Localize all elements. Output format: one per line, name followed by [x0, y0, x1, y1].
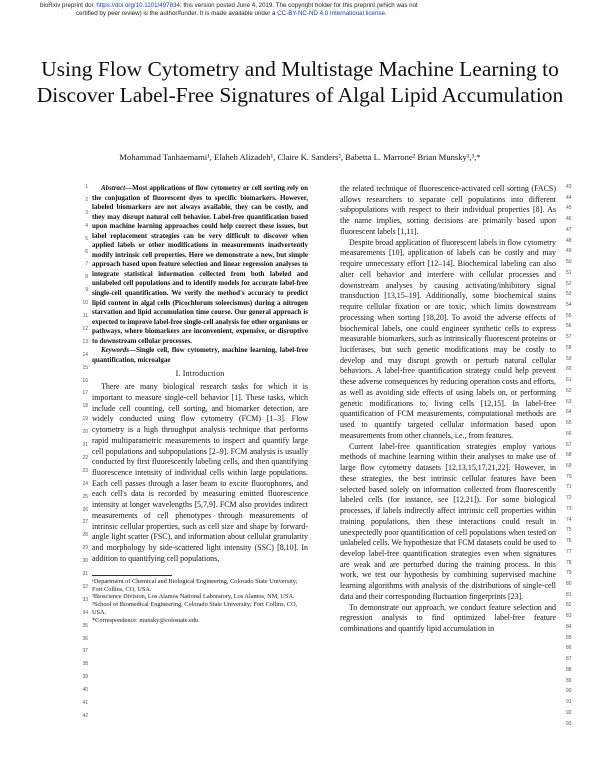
line-number: 79: [566, 570, 572, 577]
line-number: 33: [82, 596, 88, 603]
line-number: 56: [566, 323, 572, 330]
line-number: 55: [566, 312, 572, 319]
line-number: 66: [566, 430, 572, 437]
line-number: 11: [82, 313, 88, 319]
abstract: [92, 184, 308, 346]
line-number: 6: [85, 248, 88, 255]
footnotes: [92, 578, 308, 625]
preprint-header-line-2: certified by peer review) is the author/funder. It is made available under a CC-BY-NC-ND 4.0 International license.: [76, 10, 387, 17]
line-number: 81: [566, 591, 572, 598]
line-number: 70: [566, 473, 572, 480]
line-number: 16: [82, 377, 88, 384]
line-number: 78: [566, 559, 572, 566]
line-number: 83: [566, 613, 572, 620]
line-number: 82: [566, 602, 572, 609]
line-number: 67: [566, 441, 572, 448]
line-number: 61: [566, 377, 572, 384]
line-number: 45: [566, 205, 572, 212]
footnote-rule: [92, 575, 172, 576]
keywords-text: —Single cell, flow cytometry, machine learning, label-free quantification, microalgae: [92, 346, 308, 364]
doi-link[interactable]: https://doi.org/10.1101/497834: [96, 2, 180, 9]
preprint-header: [40, 2, 560, 18]
line-number: 2: [85, 196, 88, 203]
line-number: 18: [82, 403, 88, 410]
line-number: 64: [566, 409, 572, 416]
line-number: 26: [82, 506, 88, 513]
line-number: 77: [566, 548, 572, 555]
right-column: [340, 184, 556, 635]
line-number: 76: [566, 538, 572, 545]
line-number: 23: [82, 467, 88, 474]
line-number: 4: [85, 222, 88, 229]
license-link[interactable]: CC-BY-NC-ND 4.0 International license: [277, 10, 385, 17]
line-number: 40: [82, 687, 88, 694]
line-number: 19: [82, 416, 88, 423]
body-paragraph: Despite broad application of fluorescent labels in flow cytometry measurements [10], application of labels can be costly and may require unnecessary effort [12–14]. Biochemical labeling can also alter cell behavior and interfere with cellular processes and downstream analyses by causing activating/inhibitory signal transduction [13,15–19]. Additionally, some biochemical stains require cellular fixation or are toxic, which limits downstream processing when sorting [18,20]. To avoid the adverse effects of biochemical labels, one could engineer synthetic cells to express measurable biomarkers, such as intrinsically fluorescent proteins or luciferases, but such genetic modifications may be costly to develop and may disrupt growth or perturb natural cellular behaviors. A label-free quantification strategy could help prevent these adverse consequences by reducing operation costs and efforts, as well as avoiding side effects of using labels on, or performing genetic modifications to, living cells [12,15]. In label-free quantification of FCM measurements, computational methods are used to quantify targeted cellular information based upon measurements from other channels, i.e., from features.: [340, 237, 556, 440]
body-paragraph: To demonstrate our approach, we conduct feature selection and regression analysis to find optimized label-free feature combinations and quantify lipid accumulation in: [340, 602, 556, 634]
line-number: 27: [82, 519, 88, 526]
line-number: 91: [566, 699, 572, 706]
line-number: 88: [566, 666, 572, 673]
line-number: 37: [82, 648, 88, 655]
line-number: 48: [566, 237, 572, 244]
line-number: 42: [82, 712, 88, 719]
line-number: 68: [566, 452, 572, 459]
paper-title: Using Flow Cytometry and Multistage Machine Learning to Discover Label-Free Signatures of Algal Lipid Accumulation: [36, 57, 564, 107]
line-number: 9: [85, 287, 88, 294]
line-number: 59: [566, 355, 572, 362]
line-number: 38: [82, 661, 88, 668]
line-number: 52: [566, 280, 572, 287]
line-number: 51: [566, 269, 572, 276]
line-number: 22: [82, 454, 88, 461]
line-number: 15: [82, 364, 88, 371]
line-number: 21: [82, 442, 88, 448]
line-number: 47: [566, 226, 572, 233]
footnote: ¹Department of Chemical and Biological Engineering, Colorado State University; Fort Collins, CO, USA.: [92, 577, 298, 593]
line-number: 49: [566, 248, 572, 255]
left-column: [92, 184, 308, 625]
line-number: 54: [566, 302, 572, 309]
line-number: 35: [82, 622, 88, 629]
line-number: 36: [82, 635, 88, 642]
line-number: 30: [82, 558, 88, 565]
line-number: 29: [82, 545, 88, 552]
abstract-label: Abstract: [101, 184, 126, 192]
preprint-header-line-1: bioRxiv preprint doi: https://doi.org/10.1101/497834. this version posted June 4, 2019. The copyright holder for this preprint (which was not: [40, 2, 418, 9]
footnote: ³School of Biomedical Engineering, Colorado State University; Fort Collins, CO, USA.: [92, 601, 298, 617]
line-number: 58: [566, 344, 572, 351]
line-number: 73: [566, 505, 572, 512]
line-number: 24: [82, 480, 88, 487]
line-number: 75: [566, 527, 572, 534]
line-number: 28: [82, 532, 88, 539]
line-number: 62: [566, 387, 572, 394]
line-number: 41: [82, 700, 88, 706]
keywords: [92, 346, 308, 365]
line-number: 80: [566, 581, 572, 587]
line-number: 63: [566, 398, 572, 405]
line-number: 20: [82, 429, 88, 436]
line-number: 87: [566, 656, 572, 663]
line-number: 72: [566, 495, 572, 502]
line-number: 12: [82, 325, 88, 332]
intro-paragraph: There are many biological research tasks for which it is important to measure single-cell behavior [1]. These tasks, which include cell counting, cell sorting, and biomarker detection, are widely conducted using flow cytometry (FCM) [1–3]. Flow cytometry is a high throughput analysis technique that performs rapid multiparametric measurements to inspect and quantify large cell populations and subpopulations [2–9]. FCM analysis is usually conducted by first fluorescently labeling cells, and then quantifying fluorescence intensity of individual cells within large populations. Each cell passes through a laser beam to excite fluorophores, and each cell's data is recorded by measuring emitted fluorescence intensity at longer wavelengths [5,7,9]. FCM also provides indirect measurements of cell phenotypes through measurements of intrinsic cellular properties, such as cell size and shape by forward-angle light scatter (FSC), and information about cellular granularity and morphology by side-scattered light intensity (SSC) [8,10]. In addition to quantifying cell populations,: [92, 382, 308, 563]
line-number: 44: [566, 194, 572, 201]
line-number: 14: [82, 351, 88, 358]
line-number: 69: [566, 462, 572, 469]
line-number: 57: [566, 334, 572, 341]
line-number: 71: [566, 484, 572, 491]
line-number: 8: [85, 274, 88, 281]
line-number: 53: [566, 291, 572, 298]
line-number: 46: [566, 216, 572, 223]
line-number: 3: [85, 209, 88, 216]
line-number: 13: [82, 338, 88, 345]
line-number: 1: [85, 184, 88, 190]
correspondence-note: *Correspondence: munsky@colostate.edu: [92, 617, 199, 625]
line-number: 85: [566, 634, 572, 641]
line-number: 17: [82, 390, 88, 397]
line-number: 39: [82, 674, 88, 681]
line-number: 25: [82, 493, 88, 500]
body-paragraph: the related technique of fluorescence-activated cell sorting (FACS) allows researchers to separate cell populations into different subpopulations with respect to their individual properties [8]. As the name implies, sorting decisions are primarily based upon fluorescent labels [1,11].: [340, 184, 556, 236]
footnote: ²Bioscience Division, Los Alamos National Laboratory, Los Alamos, NM, USA.: [92, 593, 295, 601]
section-heading-introduction: I. Introduction: [175, 369, 225, 379]
line-number: 34: [82, 609, 88, 616]
abstract-text: —Most applications of flow cytometry or cell sorting rely on the conjugation of fluorescent dyes to specific biomarkers. However, labeled biomarkers are not always available, they can be costly, and they may disrupt natural cell behavior. Label-free quantification based upon machine learning approaches could help correct these issues, but label replacement strategies can be very difficult to discover when applied labels or other modifications in measurements inadvertently modify intrinsic cell properties. Here we demonstrate a new, but simple approach based upon feature selection and linear regression analyses to integrate statistical information collected from both labeled and unlabeled cell populations and to identify models for accurate label-free single-cell quantification. We verify the method's accuracy to predict lipid content in algal cells (Picochlorum soleecismus) during a nitrogen starvation and lipid accumulation time course. Our general approach is expected to improve label-free single-cell analysis for other organisms or pathways, where biomarkers are inconvenient, expensive, or disruptive to downstream cellular processes.: [92, 184, 308, 345]
line-number: 89: [566, 677, 572, 684]
line-number: 31: [82, 571, 88, 577]
line-number: 43: [566, 184, 572, 190]
line-number: 5: [85, 235, 88, 242]
line-number: 74: [566, 516, 572, 523]
line-number: 86: [566, 645, 572, 652]
line-number: 10: [82, 300, 88, 307]
line-number: 60: [566, 366, 572, 373]
line-number: 92: [566, 709, 572, 716]
author-list: Mohammad Tanhaemami¹, Elaheh Alizadeh¹, Claire K. Sanders², Babetta L. Marrone² Brian Munsky¹,³,*: [119, 152, 481, 162]
line-number: 7: [85, 261, 88, 268]
line-number: 32: [82, 583, 88, 590]
line-number: 90: [566, 688, 572, 695]
line-number: 50: [566, 259, 572, 266]
line-number: 93: [566, 720, 572, 727]
keywords-label: Keywords: [101, 346, 129, 355]
line-number: 65: [566, 420, 572, 427]
body-paragraph: Current label-free quantification strategies employ various methods of machine learning within their analyses to make use of large flow cytometry datasets [12,13,15,17,21,22]. However, in these strategies, the best intrinsic cellular features have been selected based solely on information collected from fluorescently labeled cells (for instance, see [12,21]). For some biological processes, if labels indirectly affect intrinsic cell properties within training populations, then these interactions could result in unexpectedly poor quantification of cell populations when tested on unlabeled cells. We hypothesize that FCM datasets could be used to develop label-free quantification strategies even when signatures are weak and are perturbed during the training process. In this work, we test our hypothesis by combining supervised machine learning algorithms with analysis of the distributions of single-cell data and their corresponding fluctuation fingerprints [23].: [340, 441, 556, 601]
line-number: 84: [566, 623, 572, 630]
